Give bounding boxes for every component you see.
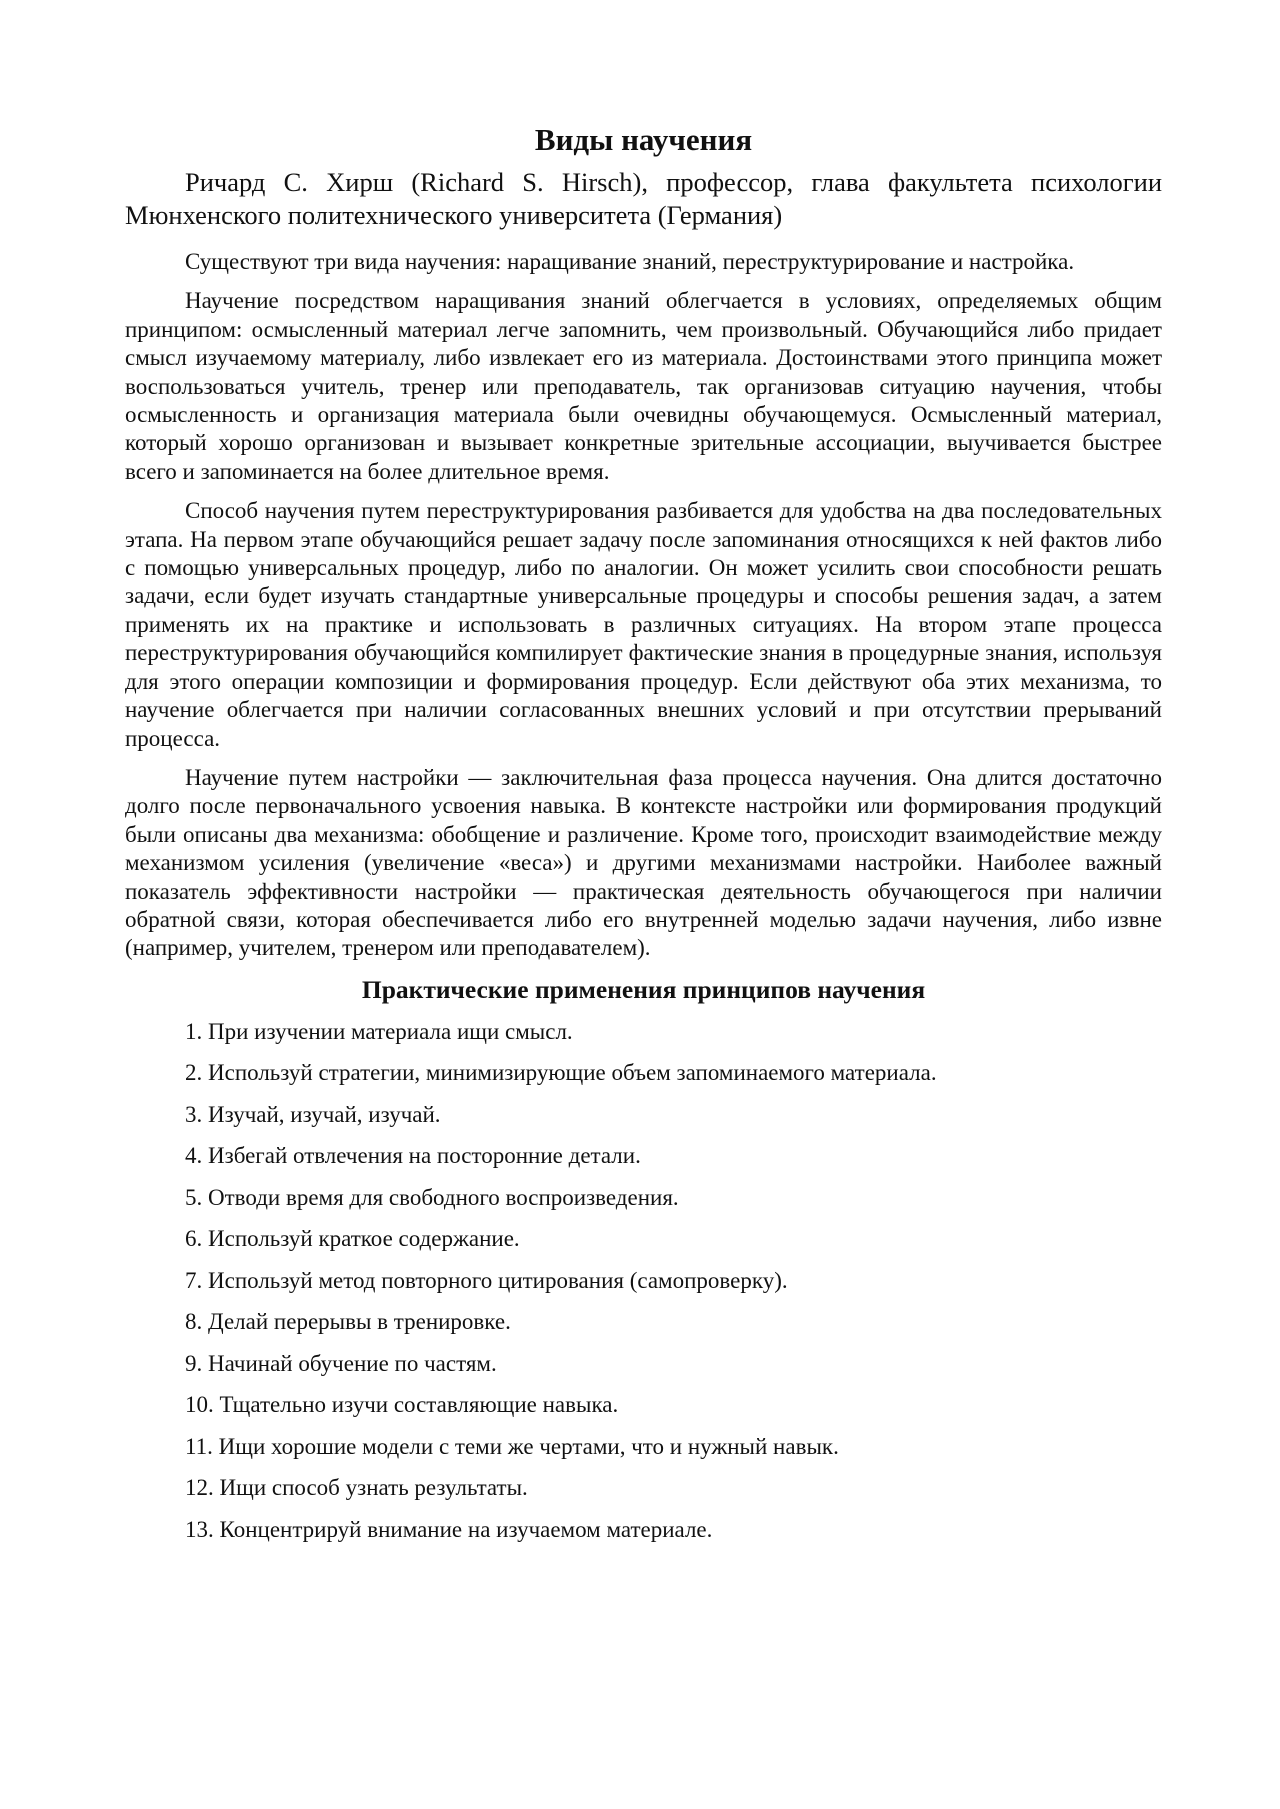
paragraph-tuning: Научение путем настройки — заключительная фаза процесса научения. Она длится достаточно долго после первоначального усвоения навыка. В контексте настройки или формирования продукций были описаны два механизма: обобщение и различение. Кроме того, происходит взаимодействие между механизмом усиления (увеличение «веса») и другими механизмами настройки. Наиболее важный показатель эффективности настройки — практическая деятельность обучающегося при наличии обратной связи, которая обеспечивается либо его внутренней моделью задачи научения, либо извне (например, учителем, тренером или преподавателем). (125, 764, 1162, 961)
document-title: Виды научения (534, 122, 753, 157)
list-item: 4. Избегай отвлечения на посторонние детали. (185, 1143, 641, 1169)
list-item: 13. Концентрируй внимание на изучаемом материале. (185, 1516, 713, 1542)
paragraph-intro: Существуют три вида научения: наращивание знаний, переструктурирование и настройка. (185, 249, 1075, 274)
list-item: 6. Используй краткое содержание. (185, 1226, 520, 1252)
principles-list (125, 1018, 1162, 1544)
list-item: 12. Ищи способ узнать результаты. (185, 1475, 528, 1501)
list-item: 10. Тщательно изучи составляющие навыка. (185, 1392, 619, 1418)
list-item: 7. Используй метод повторного цитирования (самопроверку). (185, 1267, 788, 1293)
paragraph-accretion: Научение посредством наращивания знаний облегчается в условиях, определяемых общим принципом: осмысленный материал легче запомнить, чем произвольный. Обучающийся либо придает смысл изучаемому материалу, либо извлекает его из материала. Достоинствами этого принципа может воспользоваться учитель, тренер или преподаватель, так организовав ситуацию научения, чтобы осмысленность и организация материала были очевидны обучающемуся. Осмысленный материал, который хорошо организован и вызывает конкретные зрительные ассоциации, выучивается быстрее всего и запоминается на более длительное время. (125, 288, 1162, 484)
author-line: Ричард С. Хирш (Richard S. Hirsch), профессор, глава факультета психологии Мюнхенского политехнического университета (Германия) (125, 167, 1162, 230)
list-item: 2. Используй стратегии, минимизирующие объем запоминаемого материала. (185, 1060, 937, 1086)
section-heading: Практические применения принципов научения (361, 974, 926, 1004)
list-item: 3. Изучай, изучай, изучай. (185, 1101, 441, 1127)
list-item: 1. При изучении материала ищи смысл. (185, 1018, 573, 1044)
paragraph-restructuring: Способ научения путем переструктурирования разбивается для удобства на два последовательных этапа. На первом этапе обучающийся решает задачу после запоминания относящихся к ней фактов либо с помощью универсальных процедур, либо по аналогии. Он может усилить свои способности решать задачи, если будет изучать стандартные универсальные процедуры и способы решения задач, а затем применять их на практике и использовать в различных ситуациях. На втором этапе процесса переструктурирования обучающийся компилирует фактические знания в процедурные знания, используя для этого операции композиции и формирования процедур. Если действуют оба этих механизма, то научение облегчается при наличии согласованных внешних условий и при отсутствии прерываний процесса. (125, 498, 1162, 751)
list-item: 9. Начинай обучение по частям. (185, 1350, 497, 1376)
list-item: 8. Делай перерывы в тренировке. (185, 1309, 511, 1335)
list-item: 11. Ищи хорошие модели с теми же чертами, что и нужный навык. (185, 1433, 839, 1459)
list-item: 5. Отводи время для свободного воспроизведения. (185, 1184, 679, 1210)
